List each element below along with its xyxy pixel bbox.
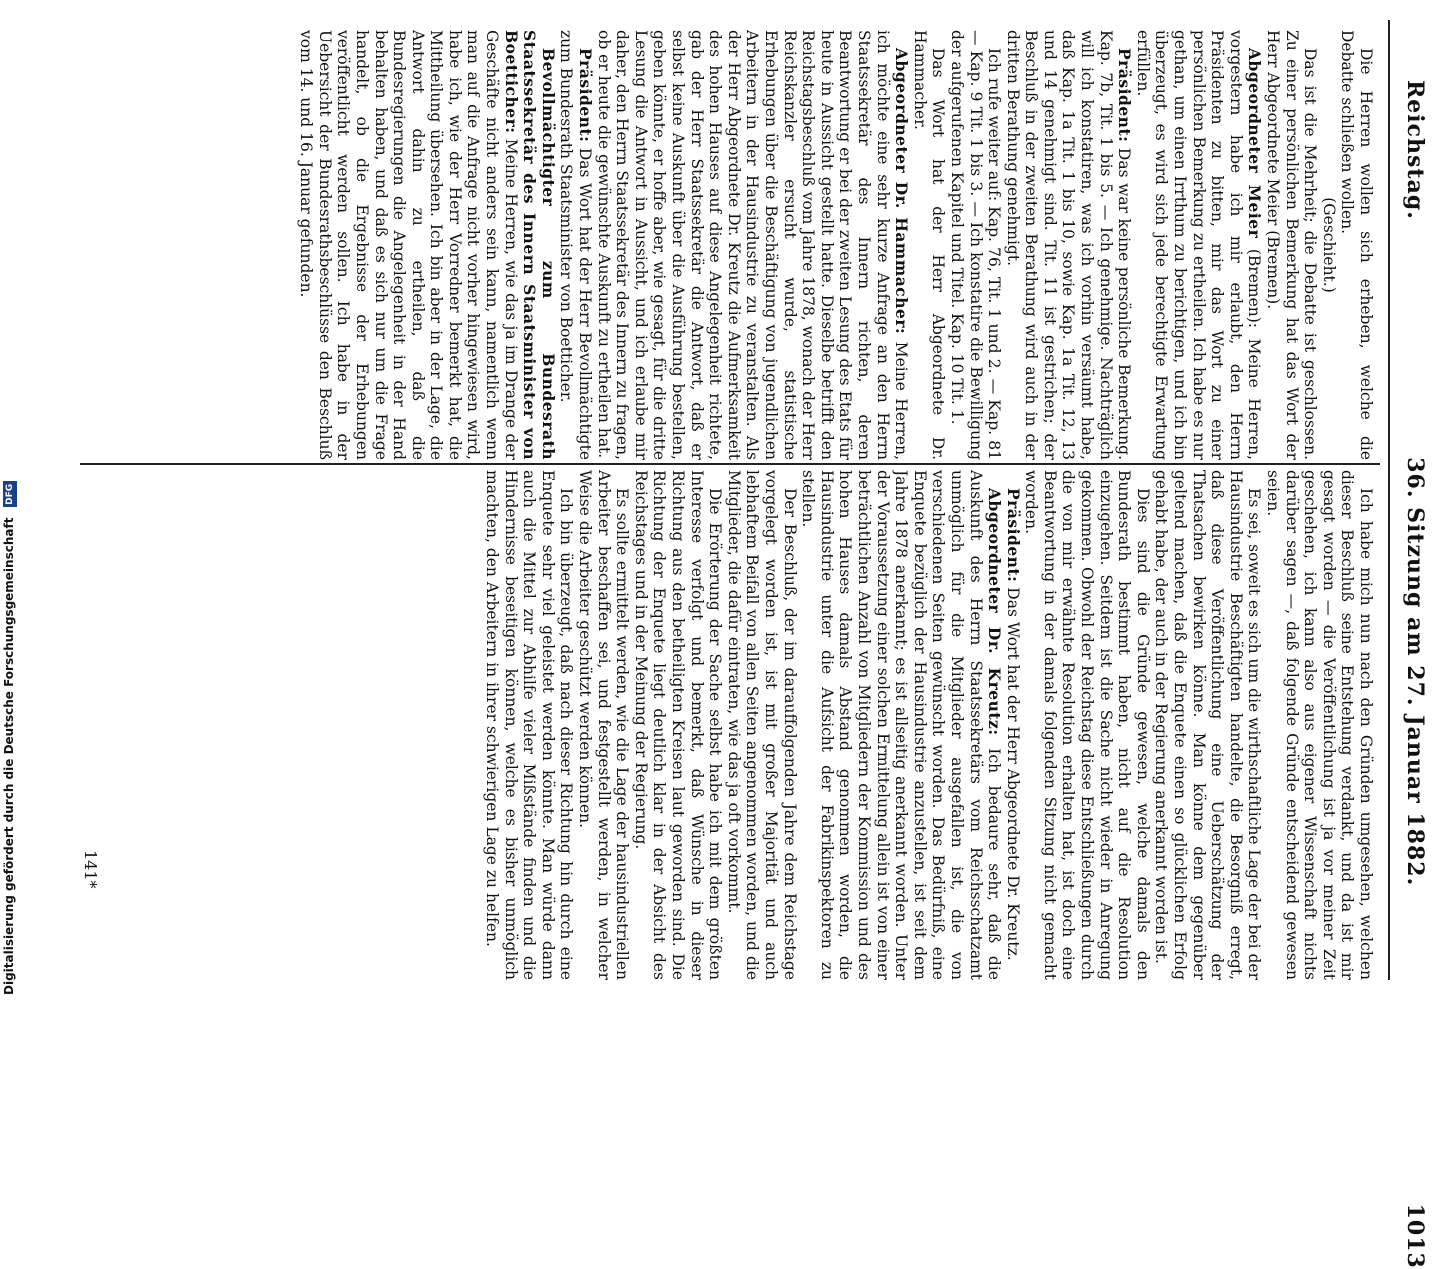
speech-paragraph — [799, 470, 1004, 980]
speech-text: Ich bedaure sehr, daß die Auskunft des Herrn Staatssekretärs vom Reichsschatzamt unmöglich für die Mitglieder ausgefallen ist, die von verschiedenen Seiten gewünscht worden. Das Bedürfniß, eine Enquete bezüglich der Hausindustrie anzustellen, ist seit dem Jahre 1878 anerkannt; es ist allseitig anerkannt worden. Unter der Voraussetzung einer solchen Ermittelung allein ist von einer beträchtlichen Anzahl von Mitgliedern der Kommission und des hohen Hauses damals Abstand genommen worden, die Hausindustrie unter die Aufsicht der Fabrikinspektoren zu stellen. — [799, 470, 1004, 980]
column-second — [85, 470, 1375, 980]
speech-text: Das Wort hat der Herr Bevollmächtigte zum Bundesrath Staatsminister von Boetticher. — [557, 30, 595, 460]
speaker-name: Abgeordneter Dr. Kreutz: — [985, 488, 1005, 736]
speech-text: Das Wort hat der Herr Abgeordnete Dr. Kreutz. — [1003, 582, 1022, 961]
paragraph: Ich rufe weiter auf: Kap. 76, Tit. 1 und 2. — Kap. 81 — Kap. 9 Tit. 1 bis 3. — Ich konstatire die Bewilligung der aufgerufenen Kapitel und Titel. Kap. 10 Tit. 1. — [947, 30, 1004, 460]
paragraph: Das ist die Mehrheit; die Debatte ist geschlossen. Zu einer persönlichen Bemerkung hat das Wort der Herr Abgeordnete Meier (Bremen). — [1264, 30, 1320, 460]
page-number: 1013 — [1402, 1203, 1428, 1269]
stage-direction: (Geschieht.) — [1319, 197, 1338, 293]
speech-paragraph — [1003, 30, 1133, 460]
column-divider — [80, 463, 1380, 465]
paragraph: Das Wort hat der Herr Abgeordnete Dr. Hammacher. — [910, 30, 948, 460]
column-first — [85, 30, 1375, 460]
speech-text: Meine Herren, wie das ja im Drange der Geschäfte nicht anders sein kann, namentlich wenn man auf die Anfrage nicht vorher hingewiesen wird, habe ich, wie der Herr Vorredner bemerkt hat, die Mittheilung übersehen. Ich bin aber in der Lage, die Antwort dahin zu ertheilen, daß die Bundesregierungen die Angelegenheit in der Hand behalten haben, und daß es sich nur um die Frage handelt, ob die Ergebnisse der Erhebungen veröffentlicht werden sollen. Ich habe in der Uebersicht der Bundesrathsbeschlüsse den Beschluß vom 14. und 16. Januar gefunden. — [297, 30, 520, 460]
paragraph: Die Herren wollen sich erheben, welche die Debatte schließen wollen. — [1338, 30, 1375, 460]
speaker-name: Abgeordneter Meier — [1245, 48, 1265, 239]
speech-text: Meine Herren, ich möchte eine sehr kurze Anfrage an den Herrn Staatssekretär des Innern richten, deren Beantwortung er bei der zweiten Lesung des Etats für heute in Aussicht gestellt hatte. Dieselbe betrifft den Reichstagsbeschluß vom Jahre 1878, wonach der Herr Reichskanzler ersucht wurde, statistische Erhebungen über die Beschäftigung von jugendlichen Arbeitern in der Hausindustrie zu veranstalten. Als der Herr Abgeordnete Dr. Kreutz die Aufmerksamkeit des hohen Hauses auf diese Angelegenheit richtete, gab der Herr Staatssekretär die Antwort, daß er selbst keine Auskunft über die Ausführung bestellen, geben könnte, er hoffe aber, wie gesagt, für die dritte Lesung die Antwort in Aussicht, und ich erlaube mir daher, den Herrn Staatssekretär des Innern zu fragen, ob er heute die gewünschte Auskunft zu ertheilen hat. — [594, 30, 911, 460]
speech-paragraph — [1133, 30, 1263, 460]
speaker-name: Präsident: — [1003, 488, 1023, 583]
speaker-name: Präsident: — [1115, 48, 1135, 143]
speech-paragraph — [557, 30, 594, 460]
speech-text: Das war keine persönliche Bemerkung. Kap. 7b, Tit. 1 bis 5. — Ich genehmige. Nachträglich will ich konstatiren, was ich vorhin versäumt habe, daß Kap. 1a Tit. 1 bis 10, sowie Kap. 1a Tit. 12, 13 und 14 genehmigt sind. Tit. 11 ist gestrichen; der Beschluß in der zweiten Berathung wird auch in der dritten Berathung genehmigt. — [1003, 30, 1134, 460]
speech-paragraph — [1003, 470, 1022, 980]
dfg-logo: DFG — [3, 481, 17, 507]
speaker-name: Präsident: — [576, 48, 596, 143]
digitization-footer — [2, 481, 17, 995]
paragraph: Ich habe mich nun nach den Gründen umgesehen, welchen dieser Beschluß seine Entstehung verdankt, und da ist mir gesagt worden — die Veröffentlichung ist ja vor meiner Zeit geschehen, ich kann also aus eigener Wissenschaft nichts darüber sagen —, daß folgende Gründe entscheidend gewesen seien. — [1264, 470, 1375, 980]
paragraph: Es sei, soweit es sich um die wirthschaftliche Lage der bei der Hausindustrie Beschäftigten handelte, die Besorgniß erregt, daß diese Veröffentlichung eine Ueberschätzung der Thatsachen bewirken könne. Man könne dem gegenüber geltend machen, daß die Enquete einen so glücklichen Erfolg gehabt habe, der auch in der Regierung anerkannt worden ist. — [1152, 470, 1264, 980]
running-header — [1402, 80, 1428, 1269]
speech-paragraph — [594, 30, 910, 460]
speaker-name: Bevollmächtigter zum Bundesrath Staatssekretär des Innern Staatsminister von Boetticher: — [501, 30, 558, 460]
paragraph: Ich bin überzeugt, daß nach dieser Richtung hin durch eine Enquete sehr viel geleistet werden könnte. Man würde dann auch die Mittel zur Abhilfe vieler Mißstände finden und die Hindernisse beseitigen können, welche es bisher unmöglich machten, den Arbeitern in ihrer schwierigen Lage zu helfen. — [483, 470, 576, 980]
footer-text: Digitalisierung gefördert durch die Deutsche Forschungsgemeinschaft — [2, 517, 16, 995]
paragraph: Die Erörterung der Sache selbst habe ich mit dem größten Interesse verfolgt und bemerkt, daß Wünsche in dieser Richtung aus den betheiligten Kreisen laut geworden sind. Die Richtung der Enquete liegt deutlich klar in der Absicht des Reichstages und in der Meinung der Regierung. — [631, 470, 725, 980]
signature-mark: 141* — [81, 850, 100, 889]
paragraph: Der Beschluß, der im darauffolgenden Jahre dem Reichstage vorgelegt worden ist, ist mit großer Majorität und auch lebhaftem Beifall von allen Seiten angenommen worden, und die Mitglieder, die dafür eintraten, wie das ja oft vorkommt. — [724, 470, 799, 980]
paragraph: Dies sind die Gründe gewesen, welche damals den Bundesrath bestimmt haben, nicht auf die Resolution einzugehen. Seitdem ist die Sache nicht wieder in Anregung gekommen. Obwohl der Reichstag diese Entschließungen durch die von mir erwähnte Resolution erhalten hat, ist doch eine Beantwortung in der damals folgenden Sitzung nicht gemacht worden. — [1022, 470, 1152, 980]
header-left: Reichstag. — [1402, 80, 1428, 220]
paragraph: Es sollte ermittelt werden, wie die Lage der hausindustriellen Arbeiter beschaffen sei, und festgestellt werden, in welcher Weise die Arbeiter geschützt werden können. — [576, 470, 632, 980]
speech-text: (Bremen): Meine Herren, vorgestern habe ich mir erlaubt, den Herrn Präsidenten zu bitten, mir das Wort zu einer persönlichen Bemerkung zu ertheilen. Ich habe es nur gethan, um einen Irrthum zu berichtigen, und ich bin überzeugt, es wird sich jede berechtigte Erwartung erfüllen. — [1133, 30, 1264, 460]
header-center: 36. Sitzung am 27. Januar 1882. — [1402, 457, 1428, 887]
header-rule — [1388, 20, 1390, 980]
speech-paragraph — [297, 30, 557, 460]
speaker-name: Abgeordneter Dr. Hammacher: — [892, 48, 912, 335]
